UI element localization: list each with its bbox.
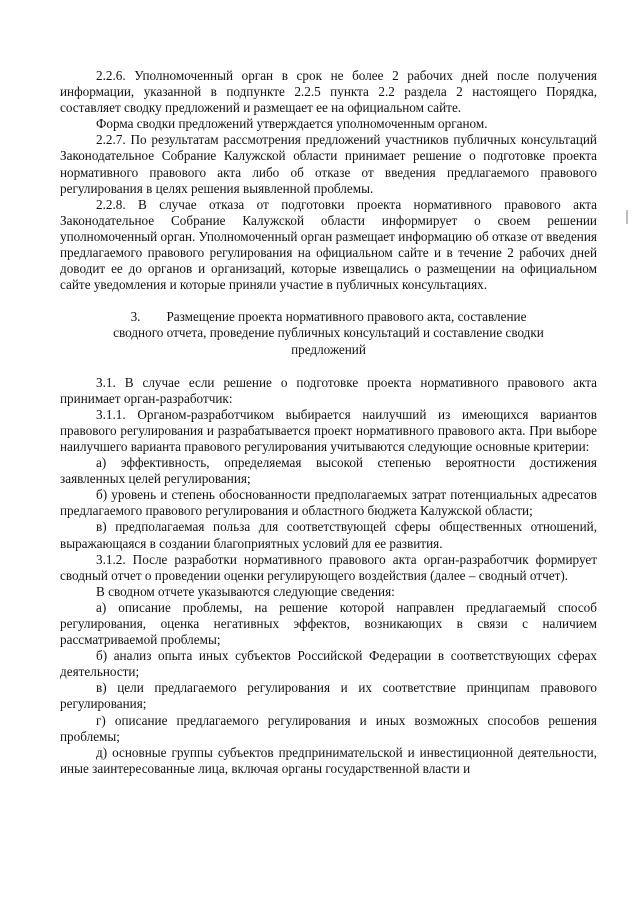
paragraph-3-1: 3.1. В случае если решение о подготовке проекта нормативного правового акта принимает орган-разработчик: [60,374,597,406]
paragraph-2-2-8: 2.2.8. В случае отказа от подготовки проекта нормативного правового акта Законодательное Собрание Калужской области информирует о своем решении уполномоченный орган. Уполномоченный орган размещает информацию об отказе от введения предлагаемого правового регулирования на официальном сайте и в течение 2 рабочих дней доводит ее до органов и организаций, которые извещались о размещении на официальном сайте уведомления и которые приняли участие в публичных консультациях. [60,196,597,293]
paragraph-3-1-1: 3.1.1. Органом-разработчиком выбирается наилучший из имеющихся вариантов правового регулирования и разрабатывается проект нормативного правового акта. При выборе наилучшего варианта правового регулирования учитываются следующие основные критерии: [60,406,597,454]
report-intro: В сводном отчете указываются следующие сведения: [96,583,395,599]
criterion-v: в) предполагаемая польза для соответствующей сферы общественных отношений, выражающаяся в создании благоприятных условий для ее развития. [60,519,597,551]
paragraph-3-1-2: 3.1.2. После разработки нормативного правового акта орган-разработчик формирует сводный отчет о проведении оценки регулирующего воздействия (далее – сводный отчет). [60,551,597,583]
criterion-a: а) эффективность, определяемая высокой степенью вероятности достижения заявленных целей регулирования; [60,455,597,487]
paragraph-2-2-7: 2.2.7. По результатам рассмотрения предложений участников публичных консультаций Законодательное Собрание Калужской области принимает решение о подготовке проекта нормативного правового акта либо об отказе от введения предлагаемого правового регулирования в целях решения выявленной проблемы. [60,132,597,196]
section-heading-line-3: предложений [291,341,366,357]
report-item-v: в) цели предлагаемого регулирования и их соответствие принципам правового регулирования; [60,680,597,712]
scan-margin-mark [626,210,628,224]
report-item-b: б) анализ опыта иных субъектов Российской Федерации в соответствующих сферах деятельности; [60,648,597,680]
document-text [60,68,597,777]
criterion-b: б) уровень и степень обоснованности предполагаемых затрат потенциальных адресатов предлагаемого правового регулирования и областного бюджета Калужской области; [60,487,597,519]
section-3-heading [60,309,597,357]
report-item-g: г) описание предлагаемого регулирования и иных возможных способов решения проблемы; [60,712,597,744]
report-item-d: д) основные группы субъектов предпринимательской и инвестиционной деятельности, иные заинтересованные лица, включая органы государственной власти и [60,744,597,776]
page-bottom-margin [0,861,640,905]
section-number: 3. [130,309,141,325]
paragraph-form-note: Форма сводки предложений утверждается уполномоченным органом. [96,116,488,132]
paragraph-2-2-6: 2.2.6. Уполномоченный орган в срок не более 2 рабочих дней после получения информации, указанной в подпункте 2.2.5 пункта 2.2 раздела 2 настоящего Порядка, составляет сводку предложений и размещает ее на официальном сайте. [60,68,597,116]
section-heading-line-2: сводного отчета, проведение публичных консультаций и составление сводки [113,325,544,341]
report-item-a: а) описание проблемы, на решение которой направлен предлагаемый способ регулирования, оценка негативных эффектов, возникающих в связи с наличием рассматриваемой проблемы; [60,599,597,648]
section-heading-line-1: Размещение проекта нормативного правового акта, составление [166,309,527,325]
